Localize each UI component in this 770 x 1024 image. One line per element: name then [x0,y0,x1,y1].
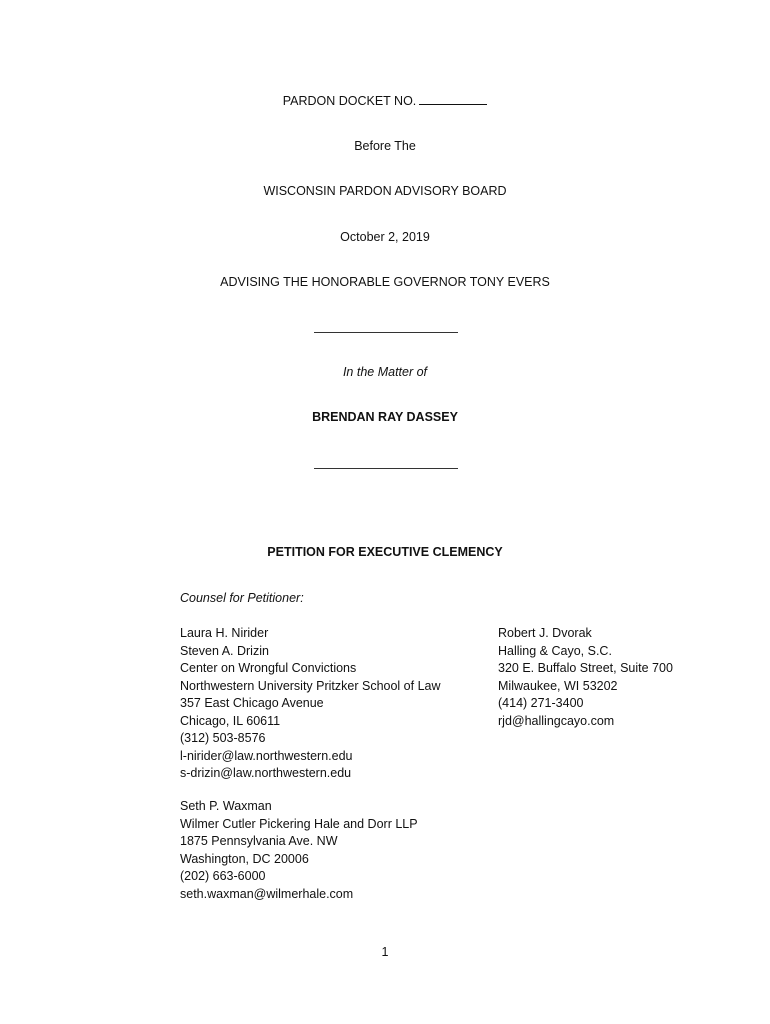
counsel-left-email: s-drizin@law.northwestern.edu [180,766,352,780]
counsel-bottom-line: Washington, DC 20006 [180,851,309,866]
counsel-bottom-line: Wilmer Cutler Pickering Hale and Dorr LLP [180,816,418,831]
counsel-heading: Counsel for Petitioner: [180,591,304,605]
hearing-date: October 2, 2019 [340,230,430,244]
counsel-bottom-line: (202) 663-6000 [180,869,266,883]
docket-line [0,92,770,111]
counsel-bottom-line: 1875 Pennsylvania Ave. NW [180,834,338,848]
before-text: Before The [354,139,416,153]
counsel-block-bottom [180,798,418,903]
separator-rule-top [314,332,458,333]
board-name: WISCONSIN PARDON ADVISORY BOARD [263,184,507,198]
counsel-left-line: Laura H. Nirider [180,626,269,640]
counsel-left-email: l-nirider@law.northwestern.edu [180,748,353,763]
counsel-right-line: (414) 271-3400 [498,696,584,710]
separator-rule-bottom [314,468,458,469]
counsel-block-left [180,625,441,783]
counsel-left-line: (312) 503-8576 [180,731,266,745]
docket-label: PARDON DOCKET NO. [282,94,417,108]
docket-number-blank [419,92,487,105]
counsel-right-line: Halling & Cayo, S.C. [498,643,612,658]
counsel-block-right [498,625,673,730]
page-number: 1 [381,945,389,959]
petitioner-name: BRENDAN RAY DASSEY [312,410,458,424]
advising-line: ADVISING THE HONORABLE GOVERNOR TONY EVERS [220,275,550,289]
counsel-bottom-email: seth.waxman@wilmerhale.com [180,886,354,901]
petition-title: PETITION FOR EXECUTIVE CLEMENCY [267,545,503,559]
counsel-left-line: Chicago, IL 60611 [180,713,281,728]
counsel-right-line: Milwaukee, WI 53202 [498,678,618,693]
matter-intro: In the Matter of [342,365,428,379]
counsel-bottom-line: Seth P. Waxman [180,799,272,813]
counsel-right-line: 320 E. Buffalo Street, Suite 700 [498,661,673,675]
counsel-left-line: Steven A. Drizin [180,643,269,658]
counsel-right-email: rjd@hallingcayo.com [498,713,615,728]
counsel-left-line: Center on Wrongful Convictions [180,661,357,675]
counsel-left-line: 357 East Chicago Avenue [180,696,324,710]
counsel-left-line: Northwestern University Pritzker School of Law [180,678,441,693]
counsel-right-line: Robert J. Dvorak [498,626,592,640]
